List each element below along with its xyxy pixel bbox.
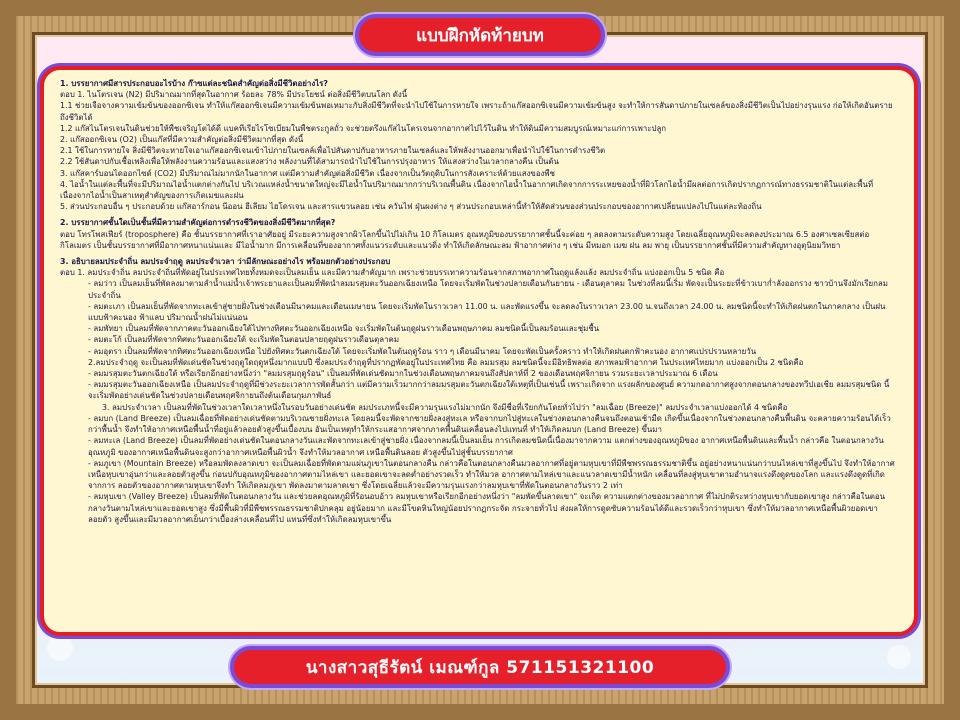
answer-paragraph: - ลมภูเขา (Mountain Breeze) หรือลมพัดลงลาดเขา จะเป็นลมเฉื่อยที่พัดตามแผ่นภูเขาในตอนกลางคืน กล่าวคือในตอนกลางคืนมวลอากาศที่อยู่ตามหุบเขาที่มีพืชพรรณธรรมชาติขึ้น อยู่อย่างหนาแน่นกว่าบนไหล่เขาที่สูงขึ้นไป จึงทำให้อากาศเหนือหุบเขาอุ่นกว่าและลอยตัวสูงขึ้น ก่อนปกับอุณหภูมิของอากาศตามไหล่เขา และยอดเขาจะลดต่ำอย่างรวดเร็ว ทำให้มวล อากาศตามไหล่เขาและแนวลาดเขามีน้ำหนัก เคลื่อนที่ลงสู่หุบเขาตามอำนาจแรงดึงดูดของโลก และแรงดึงดูดที่เกิดจากการ ลอยตัวของอากาศตามหุบเขาจึงทำ ให้เกิดลมภูเขา พัดลงมาตามลาดเขา ซึ่งโดยเฉลี่ยแล้วจะมีความรุนแรงกว่าลมหุบเขาที่พัดในตอนกลางวันราว 2 เท่า [88, 458, 895, 491]
answer-paragraph: ตอบ 1. ไนโตรเจน (N2) มีปริมาณมากที่สุดในอากาศ ร้อยละ 78% มีประโยชน์ ต่อสิ่งมีชีวิตบนโลก ดังนี้ [60, 90, 408, 100]
content-panel [40, 66, 918, 636]
answer-paragraph: - ลมอุตรา เป็นลมที่พัดจากทิศตะวันออกเฉียงเหนือ ไปยังทิศตะวันตกเฉียงใต้ โดยจะเริ่มพัดในต้นฤดูร้อน ราว ๆ เดือนมีนาคม โดยจะพัดเป็นครั้งคราว ทำให้เกิดฝนตกฟ้าคะนอง อากาศแปรปรวนหลายวัน [88, 346, 757, 356]
answer-paragraph: 2.1 ใช้ในการหายใจ สิ่งมีชีวิตจะหายใจเอาแก๊สออกซิเจนเข้าไปภายในเซลล์เพื่อไปสันดาปกับอาหารภายในเซลล์และให้พลังงานออกมาเพื่อนำไปใช้ในการดำรงชีวิต [60, 146, 606, 156]
answer-paragraph: ตอบ โทรโพสเฟียร์ (troposphere) คือ ชั้นบรรยากาศที่เราอาศัยอยู่ มีระยะความสูงจากผิวโลกขึ้นไปไม่เกิน 10 กิโลเมตร อุณหภูมิของบรรยากาศชั้นนี้จะค่อย ๆ ลดลงตามระดับความสูง โดยเฉลี่ยอุณหภูมิจะลดลงประมาณ 6.5 องศาเซลเซียสต่อกิโลเมตร เป็นชั้นบรรยากาศที่มีอากาศหนาแน่นและ มีไอน้ำมาก มีการเคลื่อนที่ของอากาศทั้งแนวระดับและแนวดิ่ง ทำให้เกิดลักษณะลม ฟ้าอากาศต่าง ๆ เช่น มีหมอก เมฆ ฝน ลม พายุ เป็นบรรยากาศชั้นที่มีความสำคัญทางอุตุนิยมวิทยา [60, 229, 870, 250]
answer-paragraph: - ลมมรสุมตะวันออกเฉียงเหนือ เป็นลมประจำฤดูที่มีช่วงระยะเวลาการพัดสั้นกว่า แต่มีความเร็วมากกว่าลมมรสุมตะวันตกเฉียงใต้เหตุที่เป็นเช่นนี้ เพราะเกิดจาก แรงผลักของศูนย์ ความกดอากาศสูงจากตอนกลางของทวีปเอเชีย ลมมรสุมชนิด นี้จะเริ่มพัดอย่างเด่นชัดในช่วงปลายเดือนพฤศจิกายนถึงต้นเดือนกุมภาพันธ์ [88, 380, 890, 401]
question-heading: 3. อธิบายลมประจำถิ่น ลมประจำฤดู ลมประจำเวลา ว่ามีลักษณะอย่างไร พร้อมยกตัวอย่างประกอบ [60, 257, 391, 267]
answer-paragraph: - ลมบก (Land Breeze) เป็นลมเฉื่อยที่พัดอย่างเด่นชัดตามบริเวณชายฝั่งทะเล โดยลมนี้จะพัดจากชายฝั่งลงสู่ทะเล หรือจากบกไปสู่ทะเลในช่วงตอนกลางคืนจนถึงตอนเช้ามืด เกิดขึ้นเนื่องจากในช่วงตอนกลางคืนพื้นดิน จะคลายความร้อนได้เร็วกว่าพื้นน้ำ จึงทำให้อากาศเหนือพื้นน้ำที่อยู่แล้วลอยตัวสูงขึ้นเบื้องบน อันเป็นเหตุทำให้กระแสอากาศจากภาคพื้นดินเคลื่อนลงไปแทนที่ ทำให้เกิดลมบก (Land Breeze) ขึ้นมา [88, 413, 891, 435]
answer-paragraph: - ลมหุบเขา (Valley Breeze) เป็นลมที่พัดในตอนกลางวัน และช่วยลดอุณหภูมิที่ร้อนอบอ้าว ลมหุบเขาหรือเรียกอีกอย่างหนึ่งว่า "ลมพัดขึ้นลาดเขา" จะเกิด ความแตกต่างของมวลอากาศ ที่ไม่ปกติระหว่างหุบเขากับยอดเขาสูง กล่าวคือในตอนกลางวันตามไหล่เขาและยอดเขาสูง ซึ่งมีพื้นผิวที่มีพืชพรรณธรรมชาติปกคลุม อยู่น้อยมาก และมีโขดหินใหญ่น้อยปรากฏกระจัด กระจายทั่วไป ส่งผลให้การดูดซับความร้อนได้ดีและรวดเร็วกว่าหุบเขา ซึ่งทำให้มวลอากาศเหนือพื้นผิวยอดเขาลอยตัว สูงขึ้นและมีมวลอากาศเย็นกว่าเบื้องล่างเคลื่อนที่ไป แทนที่ซึ่งทำให้เกิดลมหุบเขาขึ้น [88, 492, 886, 524]
answer-paragraph: 1.2 แก๊สไนโตรเจนในดินช่วยให้พืชเจริญโตได้ดี แบคทีเรียไรโซเบียมในพืชตระกูลถั่ว จะช่วยตรึงแก๊สไนโตรเจนจากอากาศไปไว้ในดิน ทำให้ดินมีความสมบูรณ์เหมาะแก่การเพาะปลูก [60, 123, 667, 133]
author-label: นางสาวสุธีรัตน์ เมณฑ์กูล 571151321100 [230, 646, 730, 688]
question-heading: 2. บรรยากาศชั้นใดเป็นชั้นที่มีความสำคัญต่อการดำรงชีวิตของสิ่งมีชีวิตมากที่สุด? [60, 218, 336, 228]
answer-paragraph: 1.1 ช่วยเจือจางความเข้มข้นของออกซิเจน ทำให้แก๊สออกซิเจนมีความเข้มข้นพอเหมาะกับสิ่งมีชีวิตที่จะนำไปใช้ในการหายใจ เพราะถ้าแก๊สออกซิเจนมีความเข้มข้นสูง จะทำให้การสันดาปภายในเซลล์ของสิ่งมีชีวิตเป็นไปอย่างรุนแรง ก่อให้เกิดอันตรายถึงชีวิตได้ [60, 101, 893, 122]
answer-paragraph: - ลมทะเล (Land Breeze) เป็นลมที่พัดอย่างเด่นชัดในตอนกลางวันและพัดจากทะเลเข้าสู่ชายฝั่ง เนื่องจากลมนี้เป็นลมเย็น การเกิดลมชนิดนี้เนื่องมาจากความ แตกต่างของอุณหภูมิของ อากาศเหนือพื้นดินและพื้นน้ำ กล่าวคือ ในตอนกลางวันอุณหภูมิ ของอากาศเหนือพื้นดินจะสูงกว่าอากาศเหนือพื้นผิวน้ำ จึงทำให้มวลอากาศ เหนือพื้นดินลอย ตัวสูงขึ้นไปสู่ชั้นบรรยากาศ [88, 436, 884, 457]
answer-paragraph: 5. ส่วนประกอบอื่น ๆ ประกอบด้วย แก๊สอาร์กอน นีออน ฮีเลียม ไฮโดรเจน และสารแขวนลอย เช่น ควันไฟ ฝุ่นผงต่าง ๆ ส่วนประกอบเหล่านี้ทำให้สัดส่วนของส่วนประกอบของอากาศเปลี่ยนแปลงไปในแต่ละท้องถิ่น [60, 202, 762, 212]
answer-paragraph: - ลมตะเภา เป็นลมเย็นที่พัดจากทะเลเข้าสู่ชายฝั่งในช่วงเดือนมีนาคมและเดือนเมษายน โดยจะเริ่มพัดในราวเวลา 11.00 น. และพัดแรงขึ้น จะลดลงในราวเวลา 23.00 น.จนถึงเวลา 24.00 น. ลมชนิดนี้จะทำให้เกิดฝนตกในภาคกลาง เป็นฝนแบบฟ้าคะนอง ฟ้าแลบ ปริมาณน้ำฝนไม่แน่นอน [88, 301, 886, 323]
answer-paragraph: 3. ลมประจำเวลา เป็นลมที่พัดในช่วงเวลาใดเวลาหนึ่งในรอบวันอย่างเด่นชัด ลมประเภทนี้จะมีความรุนแรงไม่มากนัก จึงมีชื่อที่เรียกกันโดยทั่วไปว่า "ลมเฉื่อย (Breeze)" ลมประจำเวลาแบ่งออกได้ 4 ชนิดคือ [102, 402, 788, 412]
answer-paragraph: - ลมพัทยา เป็นลมที่พัดจากภาคตะวันออกเฉียงใต้ไปทางทิศตะวันออกเฉียงเหนือ จะเริ่มพัดในต้นฤดูฝนราวเดือนพฤษภาคม ลมชนิดนี้เป็นลมร้อนและชุ่มชื้น [88, 324, 600, 334]
answer-paragraph: - ลมมรสุมตะวันตกเฉียงใต้ หรือเรียกอีกอย่างหนึ่งว่า "ลมมรสุมฤดูร้อน" เป็นลมที่พัดเด่นชัดมากในช่วงเดือนพฤษภาคมจนถึงสัปดาห์ที่ 2 ของเดือนพฤศจิกายน รวมระยะเวลาประมาณ 6 เดือน [88, 369, 718, 379]
decorative-bubble [887, 645, 911, 669]
page-title: แบบฝึกหัดท้ายบท [355, 14, 605, 56]
answer-paragraph: 3. แก๊สคาร์บอนไดออกไซด์ (CO2) มีปริมาณไม่มากนักในอากาศ แต่มีความสำคัญต่อสิ่งมีชีวิต เนื่องจากเป็นวัตถุดิบในการสังเคราะห์ด้วยแสงของพืช [60, 168, 555, 178]
question-heading: 1. บรรยากาศมีสารประกอบอะไรบ้าง ก๊าซแต่ละชนิดสำคัญต่อสิ่งมีชีวิตอย่างไร? [60, 79, 328, 88]
answer-paragraph: 2.2 ใช้สันดาปกับเชื้อเพลิงเพื่อให้พลังงานความร้อนและแสงสว่าง พลังงานที่ได้สามารถนำไปใช้ในการปรุงอาหาร ให้แสงสว่างในเวลากลางคืน เป็นต้น [60, 157, 559, 167]
answer-paragraph: 4. ไอน้ำในแต่ละพื้นที่จะมีปริมาณไอน้ำแตกต่างกันไป บริเวณแหล่งน้ำขนาดใหญ่จะมีไอน้ำในปริมาณมากกว่าบริเวณพื้นดิน เนื่องจากไอน้ำในอากาศเกิดจากการระเหยของน้ำที่ผิวโลกไอน้ำมีผลต่อการเกิดปรากฏการณ์ทางธรรมชาติในแต่ละพื้นที่ เนื่องจากไอน้ำเป็นสาเหตุสำคัญของการเกิดเมฆและฝน [60, 179, 874, 201]
exercise-content [60, 78, 896, 525]
answer-paragraph: 2. แก๊สออกซิเจน (O2) เป็นแก๊สที่มีความสำคัญต่อสิ่งมีชีวิตมากที่สุด ดังนี้ [60, 135, 304, 145]
answer-paragraph: - ลมว่าว เป็นลมเย็นที่พัดลงมาตามลำน้ำแม่น้ำเจ้าพระยาและเป็นลมที่พัดนำลมมรสุมตะวันออกเฉียงเหนือ โดยจะเริ่มพัดในช่วงปลายเดือนกันยายน - เดือนตุลาคม ในช่วงที่ลมนี้เริ่ม พัดจะเป็นระยะที่ข้าวเบาก่ำลังออกรวง ชาวบ้านจึงมักเรียกลมประจำถิ่น [88, 279, 888, 300]
answer-paragraph: 2.ลมประจำฤดู จะเป็นลมที่พัดเด่นชัดในช่วงฤดูใดฤดูหนึ่งมากแบบปี ซึ่งลมประจำฤดูที่ปรากฏพัดอยู่ในประเทศไทย คือ ลมมรสุม ลมชนิดนี้จะมีอิทธิพลต่อ สภาพลมฟ้าอากาศ ในประเทศไทยมาก แบ่งออกเป็น 2 ชนิดคือ [88, 357, 804, 367]
decorative-bubble [47, 635, 73, 661]
answer-paragraph: ตอบ 1. ลมประจำถิ่น ลมประจำถิ่นที่พัดอยู่ในประเทศไทยทั้งหมดจะเป็นลมเย็น และมีความสำคัญมาก เพราะช่วยบรรเทาความร้อนจากสภาพอากาศในฤดูแล้งแล้ง ลมประจำถิ่น แบ่งออกเป็น 5 ชนิด คือ [60, 268, 725, 278]
answer-paragraph: - ลมตะโก้ เป็นลมที่พัดจากทิศตะวันออกเฉียงใต้ จะเริ่มพัดในตอนปลายฤดูฝนราวเดือนตุลาคม [88, 335, 400, 345]
